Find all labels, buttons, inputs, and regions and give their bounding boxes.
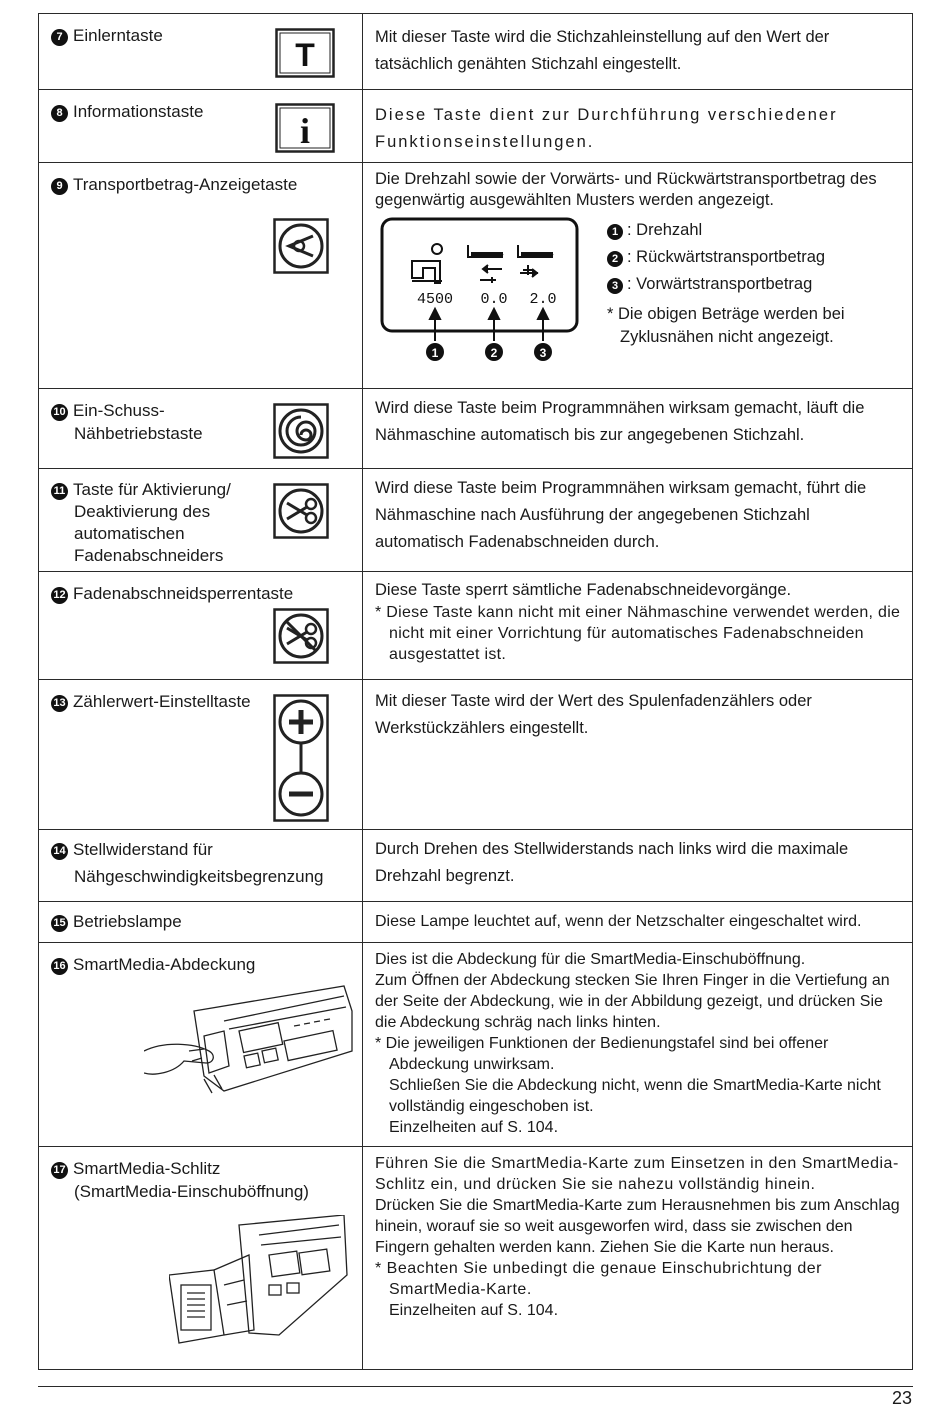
item-number: 16	[51, 958, 68, 975]
description-text: Führen Sie die SmartMedia-Karte zum Einsetzen in den SmartMedia-Schlitz ein, und drücken Sie sie nahezu vollständig hinein.	[375, 1155, 899, 1193]
row-label	[51, 399, 203, 445]
callout-1-label: 1	[431, 346, 439, 360]
label-text: Deaktivierung des	[74, 502, 211, 521]
page-number: 23	[891, 1388, 912, 1408]
item-number: 12	[51, 587, 68, 604]
label-cell	[39, 830, 363, 902]
label-text: SmartMedia-Abdeckung	[73, 955, 256, 974]
description-text: Diese Taste dient zur Durchführung verschiedener Funktionseinstellungen.	[375, 106, 838, 151]
label-text: Nähbetriebstaste	[74, 424, 203, 443]
row-label	[51, 479, 231, 567]
item-number: 13	[51, 695, 68, 712]
row-label	[51, 100, 203, 123]
legend-text: : Rückwärtstransportbetrag	[627, 248, 826, 266]
description-cell	[363, 680, 913, 830]
label-text: Betriebslampe	[73, 912, 182, 931]
label-text: Ein-Schuss-	[73, 401, 165, 420]
label-cell	[39, 680, 363, 830]
row-label	[51, 24, 163, 47]
row-label	[51, 582, 293, 605]
table-row	[39, 680, 913, 830]
description-note-line: Einzelheiten auf S. 104.	[389, 1119, 559, 1136]
label-text: Fadenabschneiders	[74, 546, 224, 565]
label-text: automatischen	[74, 524, 185, 543]
description-cell	[363, 14, 913, 90]
label-text: Nähgeschwindigkeitsbegrenzung	[74, 867, 324, 886]
table-row	[39, 902, 913, 943]
table-row	[39, 389, 913, 469]
callout-3-label: 3	[539, 346, 547, 360]
table-row	[39, 90, 913, 163]
lcd-figure	[375, 217, 902, 377]
row-label	[51, 173, 297, 196]
one-shot-key-icon	[273, 403, 329, 464]
item-number: 14	[51, 843, 68, 860]
row-label	[51, 1157, 309, 1203]
item-number: 15	[51, 915, 68, 932]
legend-number: 1	[607, 224, 623, 240]
label-text: Fadenabschneidsperrentaste	[73, 584, 294, 603]
description-cell	[363, 830, 913, 902]
description-note: * Beachten Sie unbedingt die genaue Einschubrichtung der SmartMedia-Karte.	[375, 1260, 822, 1298]
label-cell	[39, 1147, 363, 1370]
legend-text: : Vorwärtstransportbetrag	[627, 275, 813, 293]
item-number: 10	[51, 404, 68, 421]
description-text: Diese Lampe leuchtet auf, wenn der Netzschalter eingeschaltet wird.	[375, 913, 862, 930]
info-key-icon	[275, 103, 335, 158]
label-text: (SmartMedia-Einschuböffnung)	[74, 1182, 309, 1201]
legend-number: 2	[607, 251, 623, 267]
description-cell	[363, 389, 913, 469]
label-text: Stellwiderstand für	[73, 840, 213, 859]
description-cell	[363, 572, 913, 680]
scissors-key-icon	[273, 483, 329, 544]
table-row	[39, 830, 913, 902]
legend-number: 3	[607, 278, 623, 294]
label-text: Zählerwert-Einstelltaste	[73, 692, 251, 711]
description-text: Wird diese Taste beim Programmnähen wirksam gemacht, läuft die Nähmaschine automatisch bis zur angegebenen Stichzahl.	[375, 399, 865, 444]
legend-text: : Drehzahl	[627, 221, 703, 239]
info-key-glyph: i	[299, 111, 311, 151]
row-label	[51, 953, 255, 976]
eye-key-icon	[273, 218, 329, 279]
description-text: Mit dieser Taste wird der Wert des Spulenfadenzählers oder Werkstückzählers eingestellt.	[375, 692, 812, 737]
description-text: Dies ist die Abdeckung für die SmartMedia-Einschuböffnung.	[375, 951, 806, 968]
label-text: Informationstaste	[73, 102, 204, 121]
description-text: Diese Taste sperrt sämtliche Fadenabschneidevorgänge.	[375, 581, 792, 599]
description-text: Wird diese Taste beim Programmnähen wirksam gemacht, führt die Nähmaschine nach Ausführung der angegebenen Stichzahl automatisch Fadenabschneiden durch.	[375, 479, 867, 551]
description-cell	[363, 90, 913, 163]
description-text: Durch Drehen des Stellwiderstands nach links wird die maximale Drehzahl begrenzt.	[375, 840, 849, 885]
label-cell	[39, 902, 363, 943]
legend-note: * Die obigen Beträge werden bei	[607, 305, 845, 323]
table-row	[39, 943, 913, 1147]
callout-2-label: 2	[490, 346, 498, 360]
description-note-line: Schließen Sie die Abdeckung nicht, wenn die SmartMedia-Karte nicht vollständig eingeschoben ist.	[389, 1077, 881, 1115]
label-text: SmartMedia-Schlitz	[73, 1159, 221, 1178]
item-number: 17	[51, 1162, 68, 1179]
label-cell	[39, 572, 363, 680]
smartmedia-slot-illustration	[169, 1215, 349, 1370]
footer-rule	[38, 1386, 913, 1387]
table-row	[39, 469, 913, 572]
label-cell	[39, 389, 363, 469]
description-note: * Diese Taste kann nicht mit einer Nähmaschine verwendet werden, die nicht mit einer Vorrichtung für automatisches Fadenabschneiden ausgestattet ist.	[375, 604, 901, 663]
label-cell	[39, 14, 363, 90]
lcd-forward-value: 2.0	[529, 291, 557, 308]
label-cell	[39, 469, 363, 572]
description-cell	[363, 469, 913, 572]
scissors-prohibited-key-icon	[273, 608, 329, 669]
lcd-display-illustration	[380, 217, 590, 372]
table-row	[39, 572, 913, 680]
t-key-icon	[275, 28, 335, 83]
item-number: 8	[51, 105, 68, 122]
description-note: * Die jeweiligen Funktionen der Bedienungstafel sind bei offener Abdeckung unwirksam.	[375, 1035, 829, 1073]
label-cell	[39, 943, 363, 1147]
description-cell	[363, 902, 913, 943]
table-row	[39, 14, 913, 90]
label-cell	[39, 90, 363, 163]
legend-note-continued: Zyklusnähen nicht angezeigt.	[620, 328, 834, 346]
lcd-legend	[607, 217, 845, 348]
description-text: Zum Öffnen der Abdeckung stecken Sie Ihren Finger in die Vertiefung an der Seite der Abdeckung, wie in der Abbildung gezeigt, und drücken Sie die Abdeckung schräg nach links hinten.	[375, 972, 890, 1031]
description-text: Mit dieser Taste wird die Stichzahleinstellung auf den Wert der tatsächlich genähten Stichzahl eingestellt.	[375, 28, 830, 73]
description-cell	[363, 163, 913, 389]
description-note-line: Einzelheiten auf S. 104.	[389, 1302, 559, 1319]
label-text: Taste für Aktivierung/	[73, 480, 231, 499]
legend-item	[607, 244, 845, 271]
item-number: 7	[51, 29, 68, 46]
description-cell	[363, 1147, 913, 1370]
plus-minus-key-icon	[273, 694, 329, 827]
item-number: 11	[51, 483, 68, 500]
t-key-glyph: T	[295, 37, 315, 73]
row-label	[51, 910, 182, 933]
lcd-reverse-value: 0.0	[480, 291, 508, 308]
row-label	[51, 836, 324, 890]
label-cell	[39, 163, 363, 389]
description-text: Die Drehzahl sowie der Vorwärts- und Rückwärtstransportbetrag des gegenwärtig ausgewählten Musters werden angezeigt.	[375, 170, 877, 209]
table-row	[39, 1147, 913, 1370]
description-cell	[363, 943, 913, 1147]
row-label	[51, 690, 251, 713]
legend-item	[607, 271, 845, 298]
label-text: Transportbetrag-Anzeigetaste	[73, 175, 298, 194]
lcd-speed-value: 4500	[416, 291, 454, 308]
table-row	[39, 163, 913, 389]
label-text: Einlerntaste	[73, 26, 163, 45]
description-text: Drücken Sie die SmartMedia-Karte zum Herausnehmen bis zum Anschlag hinein, worauf sie so weit ausgeworfen wird, dass sie zwischen den Fingern gehalten werden kann. Ziehen Sie die Karte nun heraus.	[375, 1197, 900, 1256]
item-number: 9	[51, 178, 68, 195]
legend-item	[607, 217, 845, 244]
panel-cover-illustration	[144, 981, 354, 1116]
function-table	[38, 13, 913, 1370]
